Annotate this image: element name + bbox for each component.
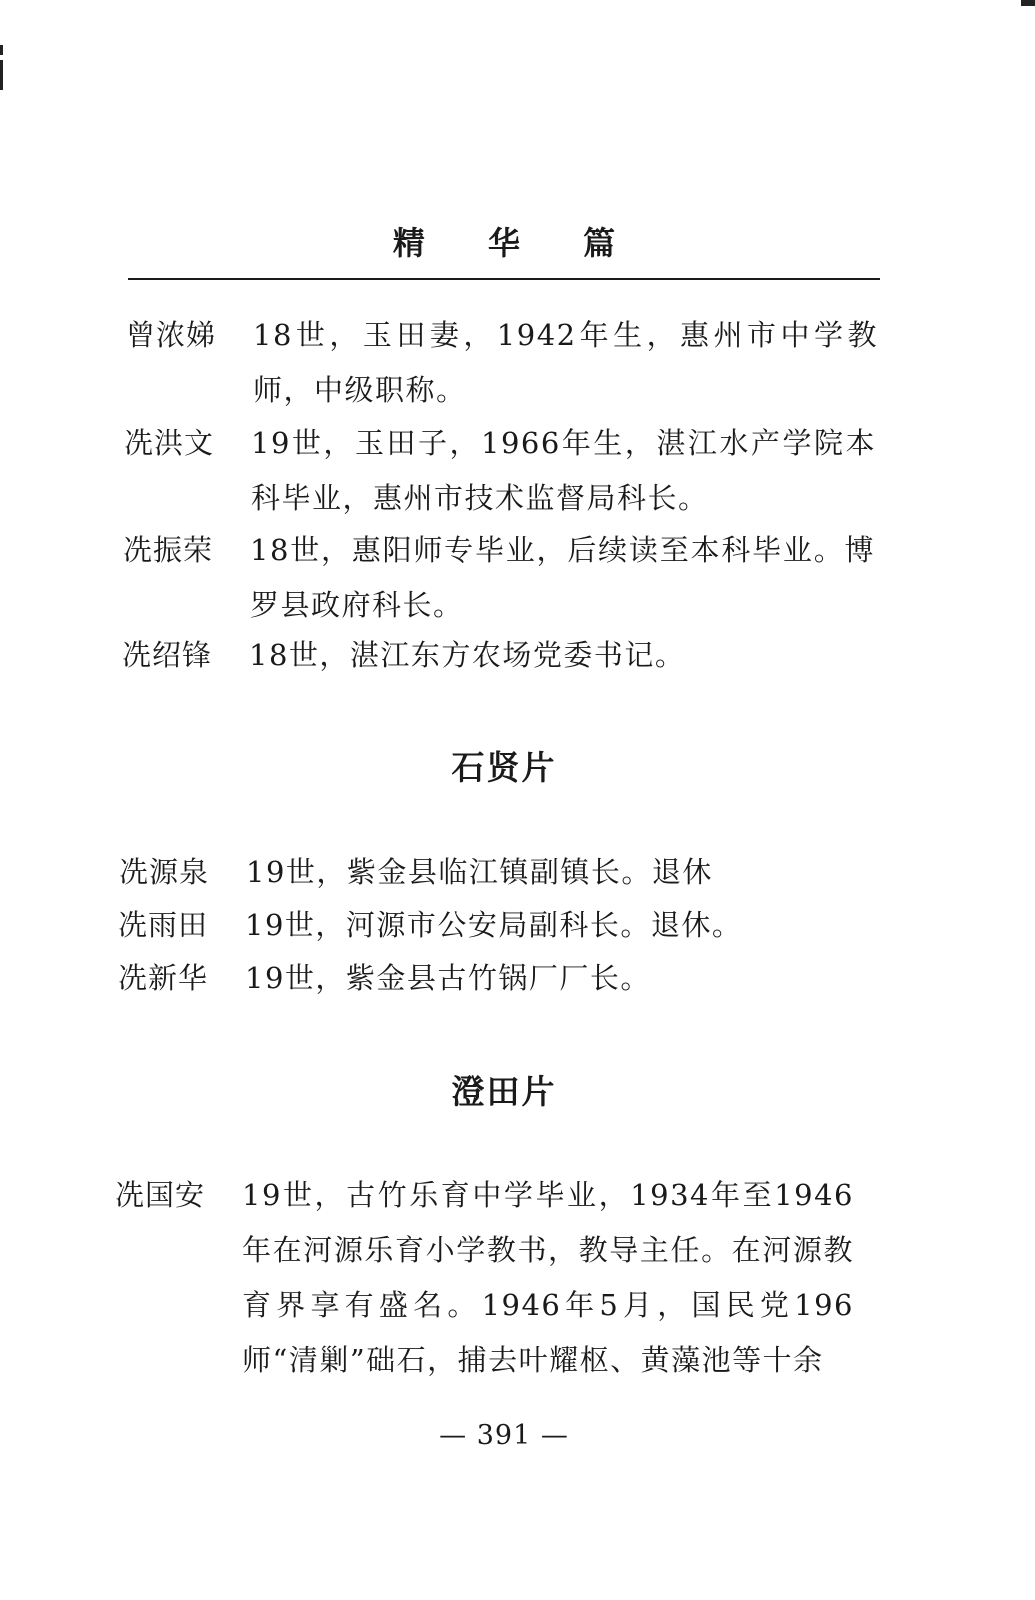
entry-text: 19世，紫金县临江镇副镇长。退休 <box>246 855 713 889</box>
scan-edge-mark <box>0 45 3 55</box>
entry-text: 18世，湛江东方农场党委书记。 <box>249 638 686 672</box>
entry-name: 冼洪文 <box>124 426 215 460</box>
entry-name: 冼新华 <box>118 961 209 995</box>
scan-corner-mark <box>1021 0 1035 6</box>
scan-edge-mark <box>0 60 3 90</box>
section-title-shixian: 石贤片 <box>451 748 557 787</box>
entry-name: 冼雨田 <box>118 908 209 942</box>
entry-name: 冼源泉 <box>119 855 210 889</box>
entry-xian-zhenrong <box>0 523 900 633</box>
entry-text: 19世，古竹乐育中学毕业，1934年至1946年在河源乐育小学教书，教导主任。在河源教育界享有盛名。1946年5月，国民党196师“清剿”础石，捕去叶耀枢、黄藻池等十余 <box>242 1178 854 1377</box>
entry-name: 冼绍锋 <box>122 638 213 672</box>
page-number: — 391 — <box>439 1420 569 1451</box>
section-title-chengtian: 澄田片 <box>451 1072 557 1111</box>
entry-xian-guoan <box>0 1168 900 1388</box>
entry-name: 冼振荣 <box>123 533 214 567</box>
entry-text: 18世，惠阳师专毕业，后续读至本科毕业。博罗县政府科长。 <box>250 533 875 622</box>
entry-xian-xinhua <box>0 951 900 1006</box>
header-rule <box>128 278 880 280</box>
entry-name: 曾浓娣 <box>126 318 217 352</box>
entry-text: 18世，玉田妻，1942年生，惠州市中学教师，中级职称。 <box>253 318 878 407</box>
entry-text: 19世，河源市公安局副科长。退休。 <box>245 908 743 942</box>
entry-xian-yuanquan <box>0 845 900 900</box>
entry-zeng-nongti <box>0 308 900 418</box>
entry-xian-hongwen <box>0 416 900 526</box>
entry-text: 19世，玉田子，1966年生，湛江水产学院本科毕业，惠州市技术监督局科长。 <box>251 426 876 515</box>
entry-xian-shaofeng <box>0 628 900 683</box>
entry-xian-yutian <box>0 898 900 953</box>
entry-text: 19世，紫金县古竹锅厂厂长。 <box>245 961 651 995</box>
entry-name: 冼国安 <box>115 1178 206 1212</box>
running-header: 精 华 篇 <box>392 224 642 262</box>
